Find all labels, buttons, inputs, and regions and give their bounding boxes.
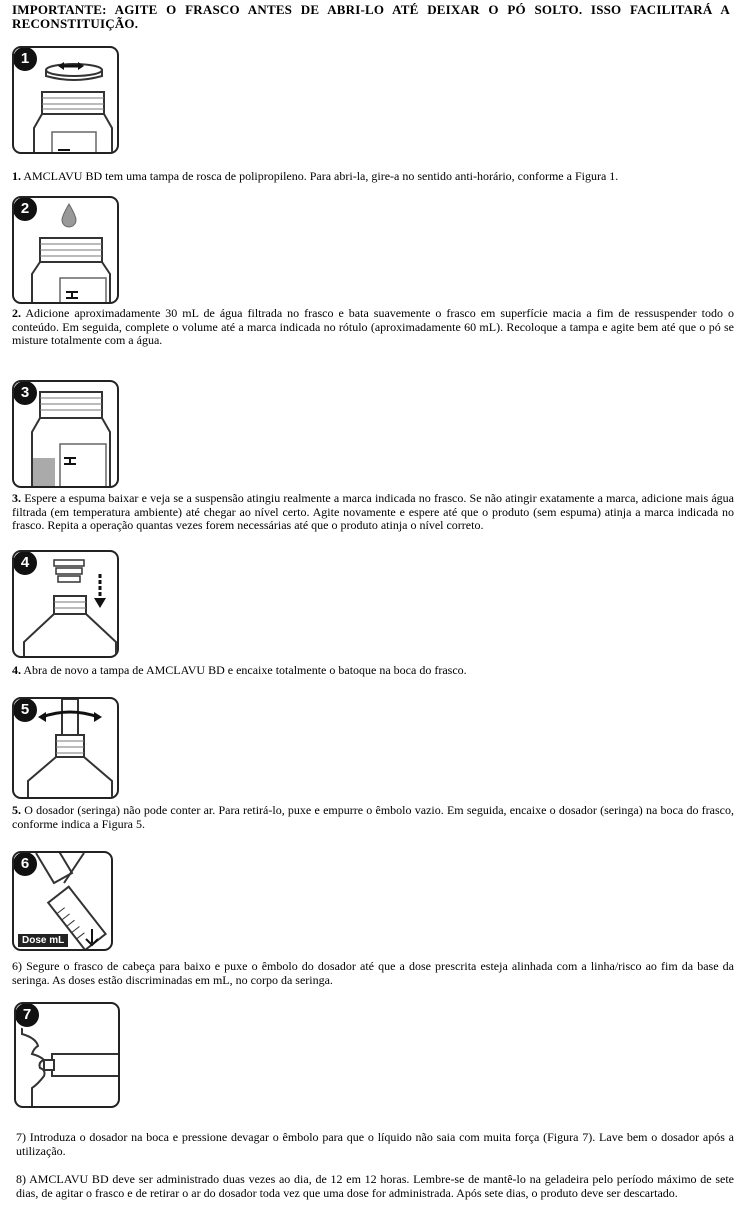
step-1-text: 1. AMCLAVU BD tem uma tampa de rosca de polipropileno. Para abri-la, gire-a no sentido anti-horário, conforme a Figura 1. [12, 169, 619, 183]
figure-4-badge: 4 [12, 550, 39, 577]
figure-1-badge: 1 [12, 46, 39, 73]
step-6-text: 6) Segure o frasco de cabeça para baixo e puxe o êmbolo do dosador até que a dose prescrita esteja alinhada com a linha/risco ao fim da base da seringa. As doses estão discriminadas em mL, no corpo da seringa. [12, 959, 734, 987]
dose-ml-label: Dose mL [18, 934, 68, 947]
step-4-text: 4. Abra de novo a tampa de AMCLAVU BD e encaixe totalmente o batoque na boca do frasco. [12, 663, 467, 677]
step-5-text: 5. O dosador (seringa) não pode conter ar. Para retirá-lo, puxe e empurre o êmbolo vazio. Em seguida, encaixe o dosador (seringa) na boca do frasco, conforme indica a Figura 5. [12, 803, 734, 831]
step-7-text: 7) Introduza o dosador na boca e pressione devagar o êmbolo para que o líquido não saia com muita força (Figura 7). Lave bem o dosador após a utilização. [16, 1130, 734, 1158]
figure-2 [12, 196, 119, 304]
figure-1 [12, 46, 119, 154]
figure-2-badge: 2 [12, 196, 39, 223]
step-3-text: 3. Espere a espuma baixar e veja se a suspensão atingiu realmente a marca indicada no frasco. Se não atingir exatamente a marca, adicione mais água filtrada (em temperatura ambiente) até chegar ao nível certo. Agite novamente e espere até que o produto (sem espuma) atinja a marca indicada no frasco. Repita a operação quantas vezes forem necessárias até que o produto atinja o nível correto. [12, 491, 734, 532]
figure-5-badge: 5 [12, 697, 39, 724]
figure-3-badge: 3 [12, 380, 39, 407]
figure-7 [14, 1002, 120, 1108]
figure-5 [12, 697, 119, 799]
figure-4 [12, 550, 119, 658]
figure-3 [12, 380, 119, 488]
step-8-text: 8) AMCLAVU BD deve ser administrado duas vezes ao dia, de 12 em 12 horas. Lembre-se de mantê-lo na geladeira pelo período máximo de sete dias, de agitar o frasco e de retirar o ar do dosador toda vez que uma dose for administrada. Após sete dias, o produto deve ser descartado. [16, 1172, 734, 1200]
important-notice: IMPORTANTE: AGITE O FRASCO ANTES DE ABRI-LO ATÉ DEIXAR O PÓ SOLTO. ISSO FACILITARÁ A RECONSTITUIÇÃO. [12, 2, 730, 31]
figure-6 [12, 851, 113, 951]
figure-7-badge: 7 [14, 1002, 41, 1029]
step-2-text: 2. Adicione aproximadamente 30 mL de água filtrada no frasco e bata suavemente o frasco em superfície macia a fim de ressuspender todo o conteúdo. Em seguida, complete o volume até a marca indicada no rótulo (aproximadamente 60 mL). Recoloque a tampa e agite bem até que o pó se misture totalmente com a água. [12, 306, 734, 347]
figure-6-badge: 6 [12, 851, 39, 878]
